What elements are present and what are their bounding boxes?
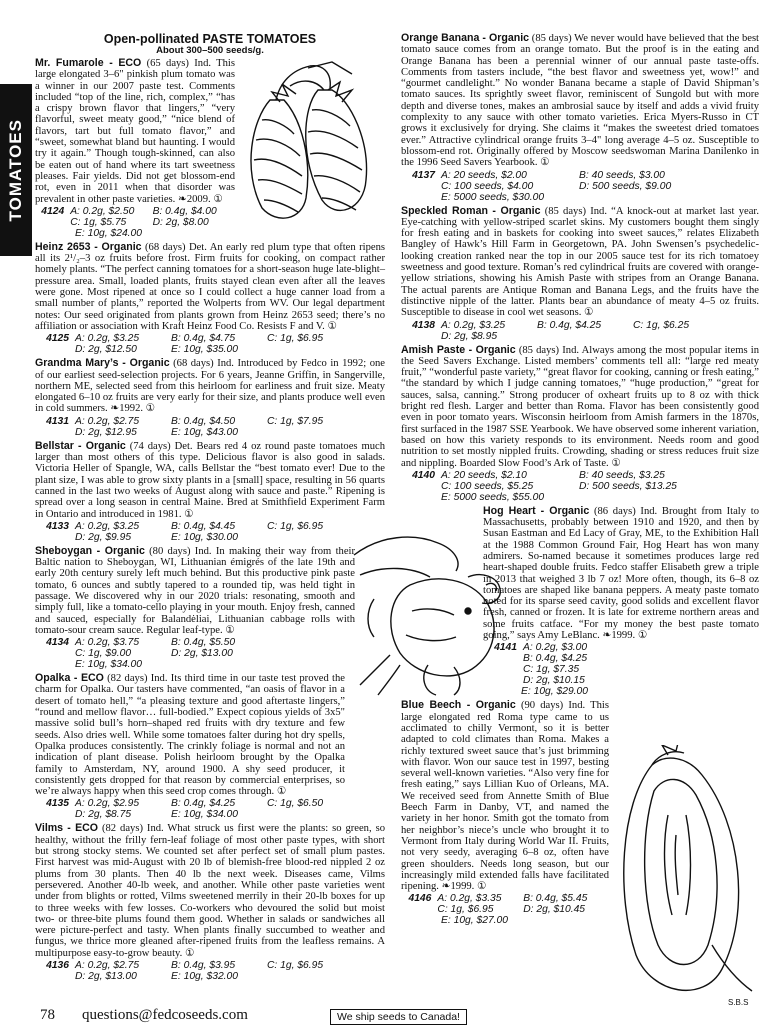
price-option-a[interactable]: A: 20 seeds, $2.10	[441, 469, 527, 481]
price-option-d[interactable]: D: 2g, $13.00	[171, 648, 233, 660]
variety-name: Speckled Roman - Organic	[401, 204, 541, 217]
left-column	[35, 33, 385, 985]
price-option-b[interactable]: B: 40 seeds, $3.25	[579, 469, 665, 481]
price-option-d[interactable]: D: 2g, $10.45	[523, 904, 586, 916]
price-option-b[interactable]: B: 0.4g, $4.25	[171, 798, 236, 810]
artist-initials: S.B.S	[728, 998, 749, 1007]
price-table	[35, 416, 385, 438]
price-option-e[interactable]: E: 5000 seeds, $55.00	[441, 491, 545, 503]
item-code: 4134	[46, 637, 69, 649]
price-table	[401, 170, 759, 203]
price-option-c[interactable]: C: 1g, $5.75	[70, 216, 127, 228]
item-code: 4140	[412, 469, 435, 481]
price-option-c[interactable]: C: 1g, $7.35	[523, 664, 580, 676]
price-option-a[interactable]: A: 0.2g, $3.35	[437, 893, 502, 905]
price-option-a[interactable]: A: 0.2g, $3.00	[523, 642, 588, 654]
price-option-a[interactable]: A: 0.2g, $2.75	[75, 415, 140, 427]
variety-name: Vilms - ECO	[35, 822, 99, 835]
variety-description: (68 days) Ind. Introduced by Fedco in 1992; one of our earliest seed-selection projects. For 6 years, Jeanne Griffin, in Sangerville, northern ME, selected seed from this heirloom for earliness and fruit size. Meaty elongated 6–10 oz fruits are very early for their size, and plants produce well even in cold summers. ❧1992. ①	[35, 358, 385, 415]
price-option-e[interactable]: E: 10g, $27.00	[441, 915, 508, 927]
price-option-b[interactable]: B: 0.4g, $4.45	[171, 520, 236, 532]
price-option-b[interactable]: B: 0.4g, $3.95	[171, 960, 236, 971]
price-option-c[interactable]: C: 100 seeds, $5.25	[441, 480, 534, 492]
variety-description: (65 days) Ind. This large elongated 3–6" pinkish plum tomato was a winner in our 2007 paste test. Comments included “top of the line, rich, complex,” “has a crispy brown flavor that lingers,” “very flavorful, sweet meaty good,” “nice blend of flavors, tart but full tomato flavor,” and “sweet, somewhat bland but haunting. I would try it again.” Though tough-skinned, can also be eaten out of hand where its tart sweetness pleases. Fair yields. Did not get blossom-end rot, even in 2011 when that disorder was prevalent in other paste varieties. ❧2009. ①	[35, 58, 235, 205]
item-code: 4124	[41, 205, 65, 217]
price-table	[481, 642, 759, 697]
price-option-a[interactable]: A: 0.2g, $3.25	[75, 520, 140, 532]
variety-entry-bellstar	[35, 441, 385, 543]
price-option-d[interactable]: D: 2g, $8.95	[441, 330, 498, 342]
price-option-b[interactable]: B: 0.4g, $4.25	[523, 653, 588, 665]
contact-email-link[interactable]: questions@fedcoseeds.com	[82, 1007, 248, 1023]
price-option-b[interactable]: B: 0.4g, $5.50	[171, 637, 236, 649]
price-option-d[interactable]: D: 2g, $13.00	[75, 971, 137, 982]
price-option-c[interactable]: C: 1g, $6.95	[267, 333, 324, 345]
variety-description: (85 days) Ind. Always among the most popular items in the Seed Savers Exchange. Listed members’ comments tell all: “large red meaty fruit,” “wonderful paste variety,” “great flavor for cooking, canning or fresh eating,” “the standard by which I judge canning tomatoes,” “huge production,” “great for sauces, salsa, canning.” Strong producer of oxheart fruits up to 8 oz with thick bright red flesh. Larger and better than Roma. Flavor has been consistently good even in poor tomato years. Wisconsin heirloom from Amish farmers in the 1870s, first surfaced in the 1987 SSE Yearbook. We have observed some inherent variation, based on how this variety responds to its environment. Needs room and good nutrition to set mostly nippled fruits. Crowding, shading or stress reduces fruit size and nippling. Boarded Slow Food’s Ark of Taste. ①	[401, 344, 759, 469]
variety-description: (85 days) Ind. “A knock-out at market last year. Eye-catching with yellow-striped scarlet skins. My customers bought them singly for fresh eating and in baskets for cooking into sweet sauces,” relates Elizabeth Bangley of Hawk’s Hill Farm in Georgetown, PA. John Swensen’s psychedelic-looking creation ranked near the top in our 2005 sauce test for its rich tomatoey sweetness and good texture. Roman’s red cylindrical fruits are covered with orange-yellow striations, showing his Amish Paste with stripes from an Orange Banana. The actual parents are Antique Roman and Banana Legs, and the fruits have the distinctive nipple of the latter. Plants bear an abundance of meaty 4–5 oz fruits. Susceptible to disease in cool wet seasons. ①	[401, 205, 759, 319]
variety-description: (85 days) We never would have believed that the best tomato sauce comes from an orange tomato. But the proof is in the eating and Orange Banana has been a perennial winner of our annual paste taste-offs. Comments from tasters include, “the best flavor and sweetness yet, wow!” and “gourmet candlelight.” No wonder Banana became a staple of David Shipman’s tomato sauces. Its sprightly sweet flavor, reminiscent of Sungold but with more depth and diverse tones, makes an ambrosial sauce by itself and adds a vivid fruity complexity to any sauce with other tomato varieties. Erica Myers-Russo in CT grows it exclusively for drying. She claims it “makes the sweetest dried tomatoes ever.” Attractive cylindrical orange fruits 3–4" long average 4–5 oz. Susceptible to blossom-end rot. Originally offered by Moscow seedswoman Marina Danilenko in the 1996 Seed Savers Yearbook. ①	[401, 33, 760, 169]
price-option-e[interactable]: E: 10g, $34.00	[75, 659, 142, 671]
price-table	[35, 521, 385, 543]
price-option-b[interactable]: B: 0.4g, $4.00	[152, 205, 217, 217]
price-option-a[interactable]: A: 0.2g, $3.25	[441, 319, 506, 331]
item-code: 4146	[408, 893, 432, 905]
item-code: 4141	[494, 642, 517, 654]
variety-name: Mr. Fumarole - ECO	[35, 57, 142, 69]
price-option-e[interactable]: E: 10g, $43.00	[171, 426, 238, 438]
price-option-e[interactable]: E: 10g, $29.00	[521, 686, 588, 698]
variety-description: (90 days) Ind. This large elongated red Roma type came to us acclimated to chilly Vermont, so it is better adapted to cold climates than Roma. Makes a richly textured sweet sauce that’s just brimming with flavor. Won our sauce test in 1997, besting several well-known varieties. “Also very fine for fresh eating,” says Lillian Kuo of Orleans, MA. We received seed from Annette Smith of Blue Beech Farm in Danby, VT, and named the variety in her honor. Smith got the tomato from her neighbor’s niece’s uncle who brought it to Vermont from Italy during World War II. Fruits, not very seedy, averaging 6–8 oz, often have green shoulders. Needs long season, but our increasingly mild extended falls have facilitated ripening. ❧1999. ①	[401, 700, 609, 893]
price-table	[35, 798, 385, 820]
price-option-e[interactable]: E: 10g, $35.00	[171, 344, 238, 356]
variety-description: (68 days) Det. An early red plum type that often ripens all its 2¹/₂–3 oz fruits before frost. Firm fruits for cooking, on compact rather homely plants. “The perfect canning tomatoes for a short-season huge late-blight–pressure area. Small, loaded plants, fruits stayed clean even after all the leaves were gone. Most ripened at once so I could collect a huge canner load from a small number of plants,” reported the Wolperts from WV. Our legal department notes: Our seed originated from plants grown from Heinz 2653 seed; there’s no affiliation or association with Kraft Heinz Food Co. Resists F and V. ①	[35, 241, 385, 332]
section-subtitle: About 300–500 seeds/g.	[156, 45, 264, 56]
price-option-b[interactable]: B: 0.4g, $5.45	[523, 893, 588, 905]
price-option-d[interactable]: D: 2g, $8.00	[152, 216, 209, 228]
price-option-e[interactable]: E: 10g, $34.00	[171, 809, 238, 821]
variety-entry-heinz-2653	[35, 242, 385, 355]
item-code: 4133	[46, 520, 69, 532]
price-option-a[interactable]: A: 0.2g, $2.75	[75, 960, 140, 971]
price-option-d[interactable]: D: 2g, $12.50	[75, 344, 137, 356]
price-option-d[interactable]: D: 2g, $10.15	[523, 675, 585, 687]
shipping-notice-badge: We ship seeds to Canada!	[330, 1009, 467, 1025]
variety-description: (80 days) Ind. In making their way from their Baltic nation to Sheboygan, WI, Lithuanian émigrés of the late 19th and early 20th century surely left much behind. But this productive pink paste tomato, 6 ounces and subtly tapered to a rounded tip, was held tight in passage. We discovered why in our 2020 trials: resonating, smooth and simply full, like a tomato-cello playing in your mouth. Enjoy fresh, canned and sauced, especially for Balandėliai, Lithuanian cabbage rolls with tomato-sour cream sauce. Regular leaf-type. ①	[35, 545, 356, 636]
price-option-a[interactable]: A: 0.2g, $3.75	[75, 637, 140, 649]
variety-name: Grandma Mary’s - Organic	[35, 357, 170, 370]
price-option-c[interactable]: C: 1g, $9.00	[75, 648, 132, 660]
item-code: 4136	[46, 960, 69, 971]
variety-entry-amish-paste	[401, 345, 759, 503]
price-option-e[interactable]: E: 5000 seeds, $30.00	[441, 191, 545, 203]
item-code: 4135	[46, 798, 69, 810]
price-option-d[interactable]: D: 2g, $12.95	[75, 426, 137, 438]
variety-name: Sheboygan - Organic	[35, 544, 145, 557]
variety-entry-grandma-marys	[35, 358, 385, 437]
section-title: Open-pollinated PASTE TOMATOES	[103, 32, 317, 46]
price-option-c[interactable]: C: 1g, $6.25	[633, 319, 690, 331]
price-option-a[interactable]: A: 0.2g, $2.50	[70, 205, 135, 217]
variety-entry-sheboygan	[35, 546, 385, 670]
variety-description: (82 days) Ind. What struck us first were the plants: so green, so healthy, without the frilly fern-leaf foliage of most other paste types, with short but strong stocky stems. We counted set after perfect set of small plum pastes. First harvest was mid-August with 20 lb of blemish-free blood-red nippled 2 oz plums from 30 plants. Then 40 lb the next week. Diseases came, Vilms persevered. Another 40-lb week, and another. While other paste varieties went under from blights or rotted, Vilms sweetened merrily in their 20-lb boxes for up to three weeks with few losses. Co-workers who devoured the solid but moist two- or three-bite plums found them good. Whether in salads or sandwiches all were picture-perfect and tasty. When plants finally succumbed to weather and fungus, we thrice more gleaned after-ripened fruits from the leafless remains. A multipurpose easy-to-grow beauty. ①	[35, 823, 385, 959]
price-option-e[interactable]: E: 10g, $24.00	[75, 227, 142, 239]
variety-entry-orange-banana	[401, 33, 759, 203]
variety-entry-mr-fumarole	[35, 58, 385, 239]
side-tab-label: TOMATOES	[6, 118, 25, 222]
price-option-c[interactable]: C: 100 seeds, $4.00	[441, 180, 534, 192]
variety-entry-blue-beech	[401, 700, 759, 926]
price-table	[401, 470, 759, 503]
variety-name: Orange Banana - Organic	[401, 32, 530, 44]
price-option-b[interactable]: B: 0.4g, $4.50	[171, 415, 236, 427]
variety-entry-speckled-roman	[401, 206, 759, 342]
variety-name: Blue Beech - Organic	[401, 699, 516, 712]
item-code: 4138	[412, 319, 435, 331]
variety-description: (86 days) Ind. Brought from Italy to Massachusetts, probably between 1910 and 1920, and then by Susan Eastman and Ed Lacy of Gray, ME, to the Exhibition Hall at the 1988 Common Ground Fair, Hog Heart has won many admirers. So-named because it sometimes produces large red heart-shaped double fruits. Fedco staffer Elisabeth grew a triple in 2013 that weighed 3 lb 7 oz! More often, though, its 6–8 oz tomatoes are shaped like banana peppers. A meaty paste tomato noted for its sparse seed cavity, good solids and excellent flavor fresh, canned or frozen. It is late for extreme northern areas and some fruits catface. “For my money the best paste tomato going,” says Amy LeBlanc. ❧1999. ①	[483, 505, 759, 642]
price-option-d[interactable]: D: 2g, $8.75	[75, 809, 132, 821]
variety-name: Bellstar - Organic	[35, 439, 126, 452]
price-option-e[interactable]: E: 10g, $32.00	[171, 971, 238, 982]
price-option-c[interactable]: C: 1g, $6.95	[437, 904, 494, 916]
price-option-c[interactable]: C: 1g, $6.50	[267, 798, 324, 810]
price-option-e[interactable]: E: 10g, $30.00	[171, 531, 238, 543]
price-option-b[interactable]: B: 0.4g, $4.25	[537, 319, 602, 331]
item-code: 4131	[46, 415, 69, 427]
price-option-b[interactable]: B: 40 seeds, $3.00	[579, 169, 665, 181]
variety-name: Amish Paste - Organic	[401, 343, 516, 356]
price-option-c[interactable]: C: 1g, $6.95	[267, 520, 324, 532]
variety-name: Opalka - ECO	[35, 672, 104, 685]
price-option-c[interactable]: C: 1g, $6.95	[267, 960, 324, 971]
variety-name: Hog Heart - Organic	[483, 504, 590, 517]
price-option-d[interactable]: D: 500 seeds, $9.00	[579, 180, 672, 192]
item-code: 4125	[46, 333, 69, 345]
variety-entry-hog-heart	[401, 506, 759, 698]
variety-entry-vilms	[35, 823, 385, 982]
right-column	[401, 33, 759, 940]
price-option-a[interactable]: A: 0.2g, $2.95	[75, 798, 140, 810]
variety-description: (74 days) Det. Bears red 4 oz round paste tomatoes much larger than most others of this type. Delicious flavor is also good in salads. Victoria Heller of Spangle, WA, calls Bellstar the “best tomato ever! Due to the plant size, I was able to grow sixty plants in a [small] space, resulting in 56 quarts canned in the last two weeks of August along with sauce and paste.” Ripening is spread over a long season in central Maine. Bred at Smithfield Experiment Farm in Ontario and introduced in 1981. ①	[35, 440, 385, 520]
item-code: 4137	[412, 169, 435, 181]
price-option-c[interactable]: C: 1g, $7.95	[267, 415, 324, 427]
section-side-tab	[0, 84, 32, 256]
variety-entry-opalka	[35, 673, 385, 820]
variety-name: Heinz 2653 - Organic	[35, 240, 142, 253]
price-option-b[interactable]: B: 0.4g, $4.75	[171, 333, 236, 345]
price-option-a[interactable]: A: 20 seeds, $2.00	[441, 169, 527, 181]
price-table	[401, 320, 759, 342]
price-table	[35, 960, 385, 982]
page-number: 78	[40, 1007, 55, 1023]
price-option-d[interactable]: D: 500 seeds, $13.25	[579, 480, 677, 492]
price-table	[35, 637, 385, 670]
price-option-d[interactable]: D: 2g, $9.95	[75, 531, 132, 543]
price-table	[35, 333, 385, 355]
price-option-a[interactable]: A: 0.2g, $3.25	[75, 333, 140, 345]
variety-description: (82 days) Ind. Its third time in our taste test proved the charm for Opalka. Our tasters have commented, “an oasis of flavor in a desert of tomato hell,” “a pleasing texture and good aftertaste lingers,” “round and mellow flavor… full-bodied.” Expect copious yields of 3x5" massive solid bull’s horn–shaped red fruits with dry texture and few seeds. Also dries well. While some tomatoes falter during hot dry spells, Opalka produces consistently. The crinkly foliage is normal and not an indication of plant disease. Polish heirloom brought by the Opalka family to Amsterdam, NY, around 1900. A shy seed producer, it consistently gets dropped for that reason by commercial enterprises, so we’re always happy when this seed crop comes through. ①	[35, 673, 345, 798]
